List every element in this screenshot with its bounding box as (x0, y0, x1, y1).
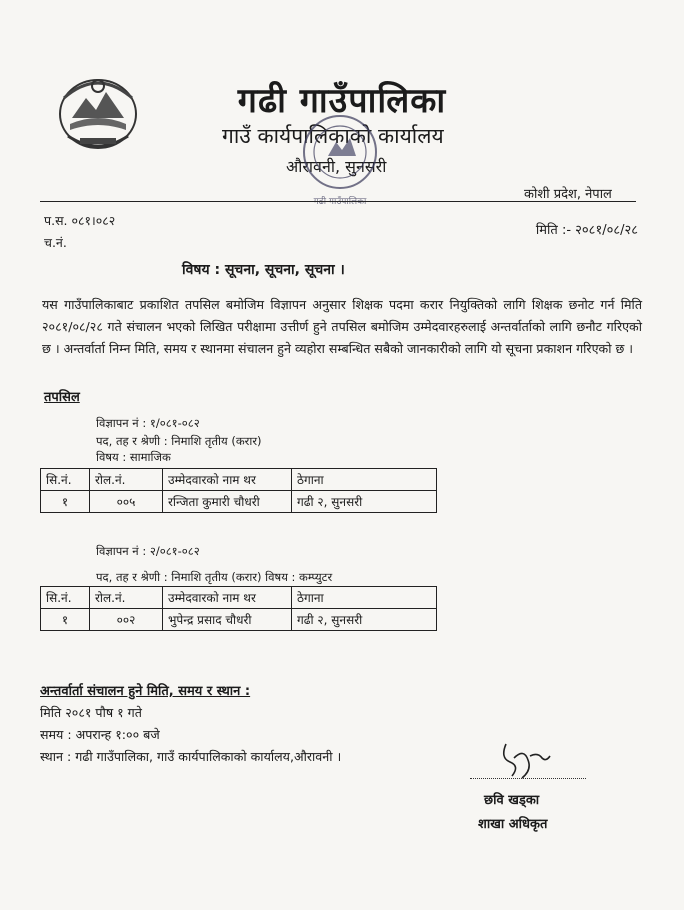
candidate-table (40, 468, 437, 513)
signatory-title: शाखा अधिकृत (478, 817, 548, 832)
interview-date: मिति २०८१ पौष १ गते (40, 705, 142, 720)
office-seal (292, 112, 388, 222)
table-header-row (41, 469, 437, 491)
table-row (41, 609, 437, 631)
details-heading: तपसिल (44, 390, 80, 405)
ad-subject: विषय : सामाजिक (96, 450, 171, 464)
province-line: कोशी प्रदेश, नेपाल (524, 187, 612, 202)
col-serial: सि.नं. (41, 587, 90, 609)
col-address: ठेगाना (292, 587, 437, 609)
interview-venue: स्थान : गढी गाउँपालिका, गाउँ कार्यपालिकाको कार्यालय,औरावनी । (40, 749, 342, 764)
col-name: उम्मेदवारको नाम थर (163, 469, 292, 491)
notice-body: यस गाउँपालिकाबाट प्रकाशित तपसिल बमोजिम विज्ञापन अनुसार शिक्षक पदमा करार नियुक्तिको लागि शिक्षक छनोट गर्न मिति २०८१/०८/२८ गते संचालन भएको लिखित परीक्षामा उत्तीर्ण हुने तपसिल बमोजिम उम्मेदवारहरुलाई अन्तर्वार्ताको लागि छनौट गरिएको छ । अन्तर्वार्ता निम्न मिति, समय र स्थानमा संचालन हुने व्यहोरा सम्बन्धित सबैको जानकारीको लागि यो सूचना प्रकाशन गरिएको छ । (42, 297, 642, 356)
col-roll: रोल.नं. (90, 587, 163, 609)
dispatch-number: च.नं. (44, 235, 67, 250)
office-name: गाउँ कार्यपालिकाको कार्यालय (222, 124, 444, 148)
interview-heading: अन्तर्वार्ता संचालन हुने मिति, समय र स्थान : (40, 684, 251, 699)
cell-name: रन्जिता कुमारी चौधरी (163, 491, 292, 513)
cell-name: भुपेन्द्र प्रसाद चौधरी (163, 609, 292, 631)
reference-number: प.स. ०८१।०८२ (44, 213, 116, 228)
cell-address: गढी २, सुनसरी (292, 609, 437, 631)
signatory-name: छवि खड्का (484, 793, 540, 808)
cell-address: गढी २, सुनसरी (292, 491, 437, 513)
table-row (41, 491, 437, 513)
cell-roll: ००२ (90, 609, 163, 631)
ad-number: विज्ञापन नं : २/०८१-०८२ (96, 544, 200, 558)
col-roll: रोल.नं. (90, 469, 163, 491)
interview-time: समय : अपरान्ह १:०० बजे (40, 727, 160, 742)
col-address: ठेगाना (292, 469, 437, 491)
post-level: पद, तह र श्रेणी : निमाशि तृतीय (करार) (96, 434, 262, 448)
table-header-row (41, 587, 437, 609)
ad-number: विज्ञापन नं : १/०८१-०८२ (96, 416, 200, 430)
notice-date: मिति :- २०८१/०८/२८ (535, 223, 638, 238)
subject-line: विषय : सूचना, सूचना, सूचना । (182, 262, 345, 278)
office-place: औरावनी, सुनसरी (286, 157, 387, 176)
municipality-title: गढी गाउँपालिका (237, 81, 447, 121)
col-name: उम्मेदवारको नाम थर (163, 587, 292, 609)
svg-text:गढी गाउँपालिका: गढी गाउँपालिका (313, 197, 367, 207)
cell-roll: ००५ (90, 491, 163, 513)
col-serial: सि.नं. (41, 469, 90, 491)
cell-serial: १ (41, 609, 90, 631)
header-divider (40, 201, 636, 202)
signature-line (470, 778, 586, 779)
candidate-table (40, 586, 437, 631)
post-level: पद, तह र श्रेणी : निमाशि तृतीय (करार) विषय : कम्प्युटर (96, 570, 333, 584)
cell-serial: १ (41, 491, 90, 513)
